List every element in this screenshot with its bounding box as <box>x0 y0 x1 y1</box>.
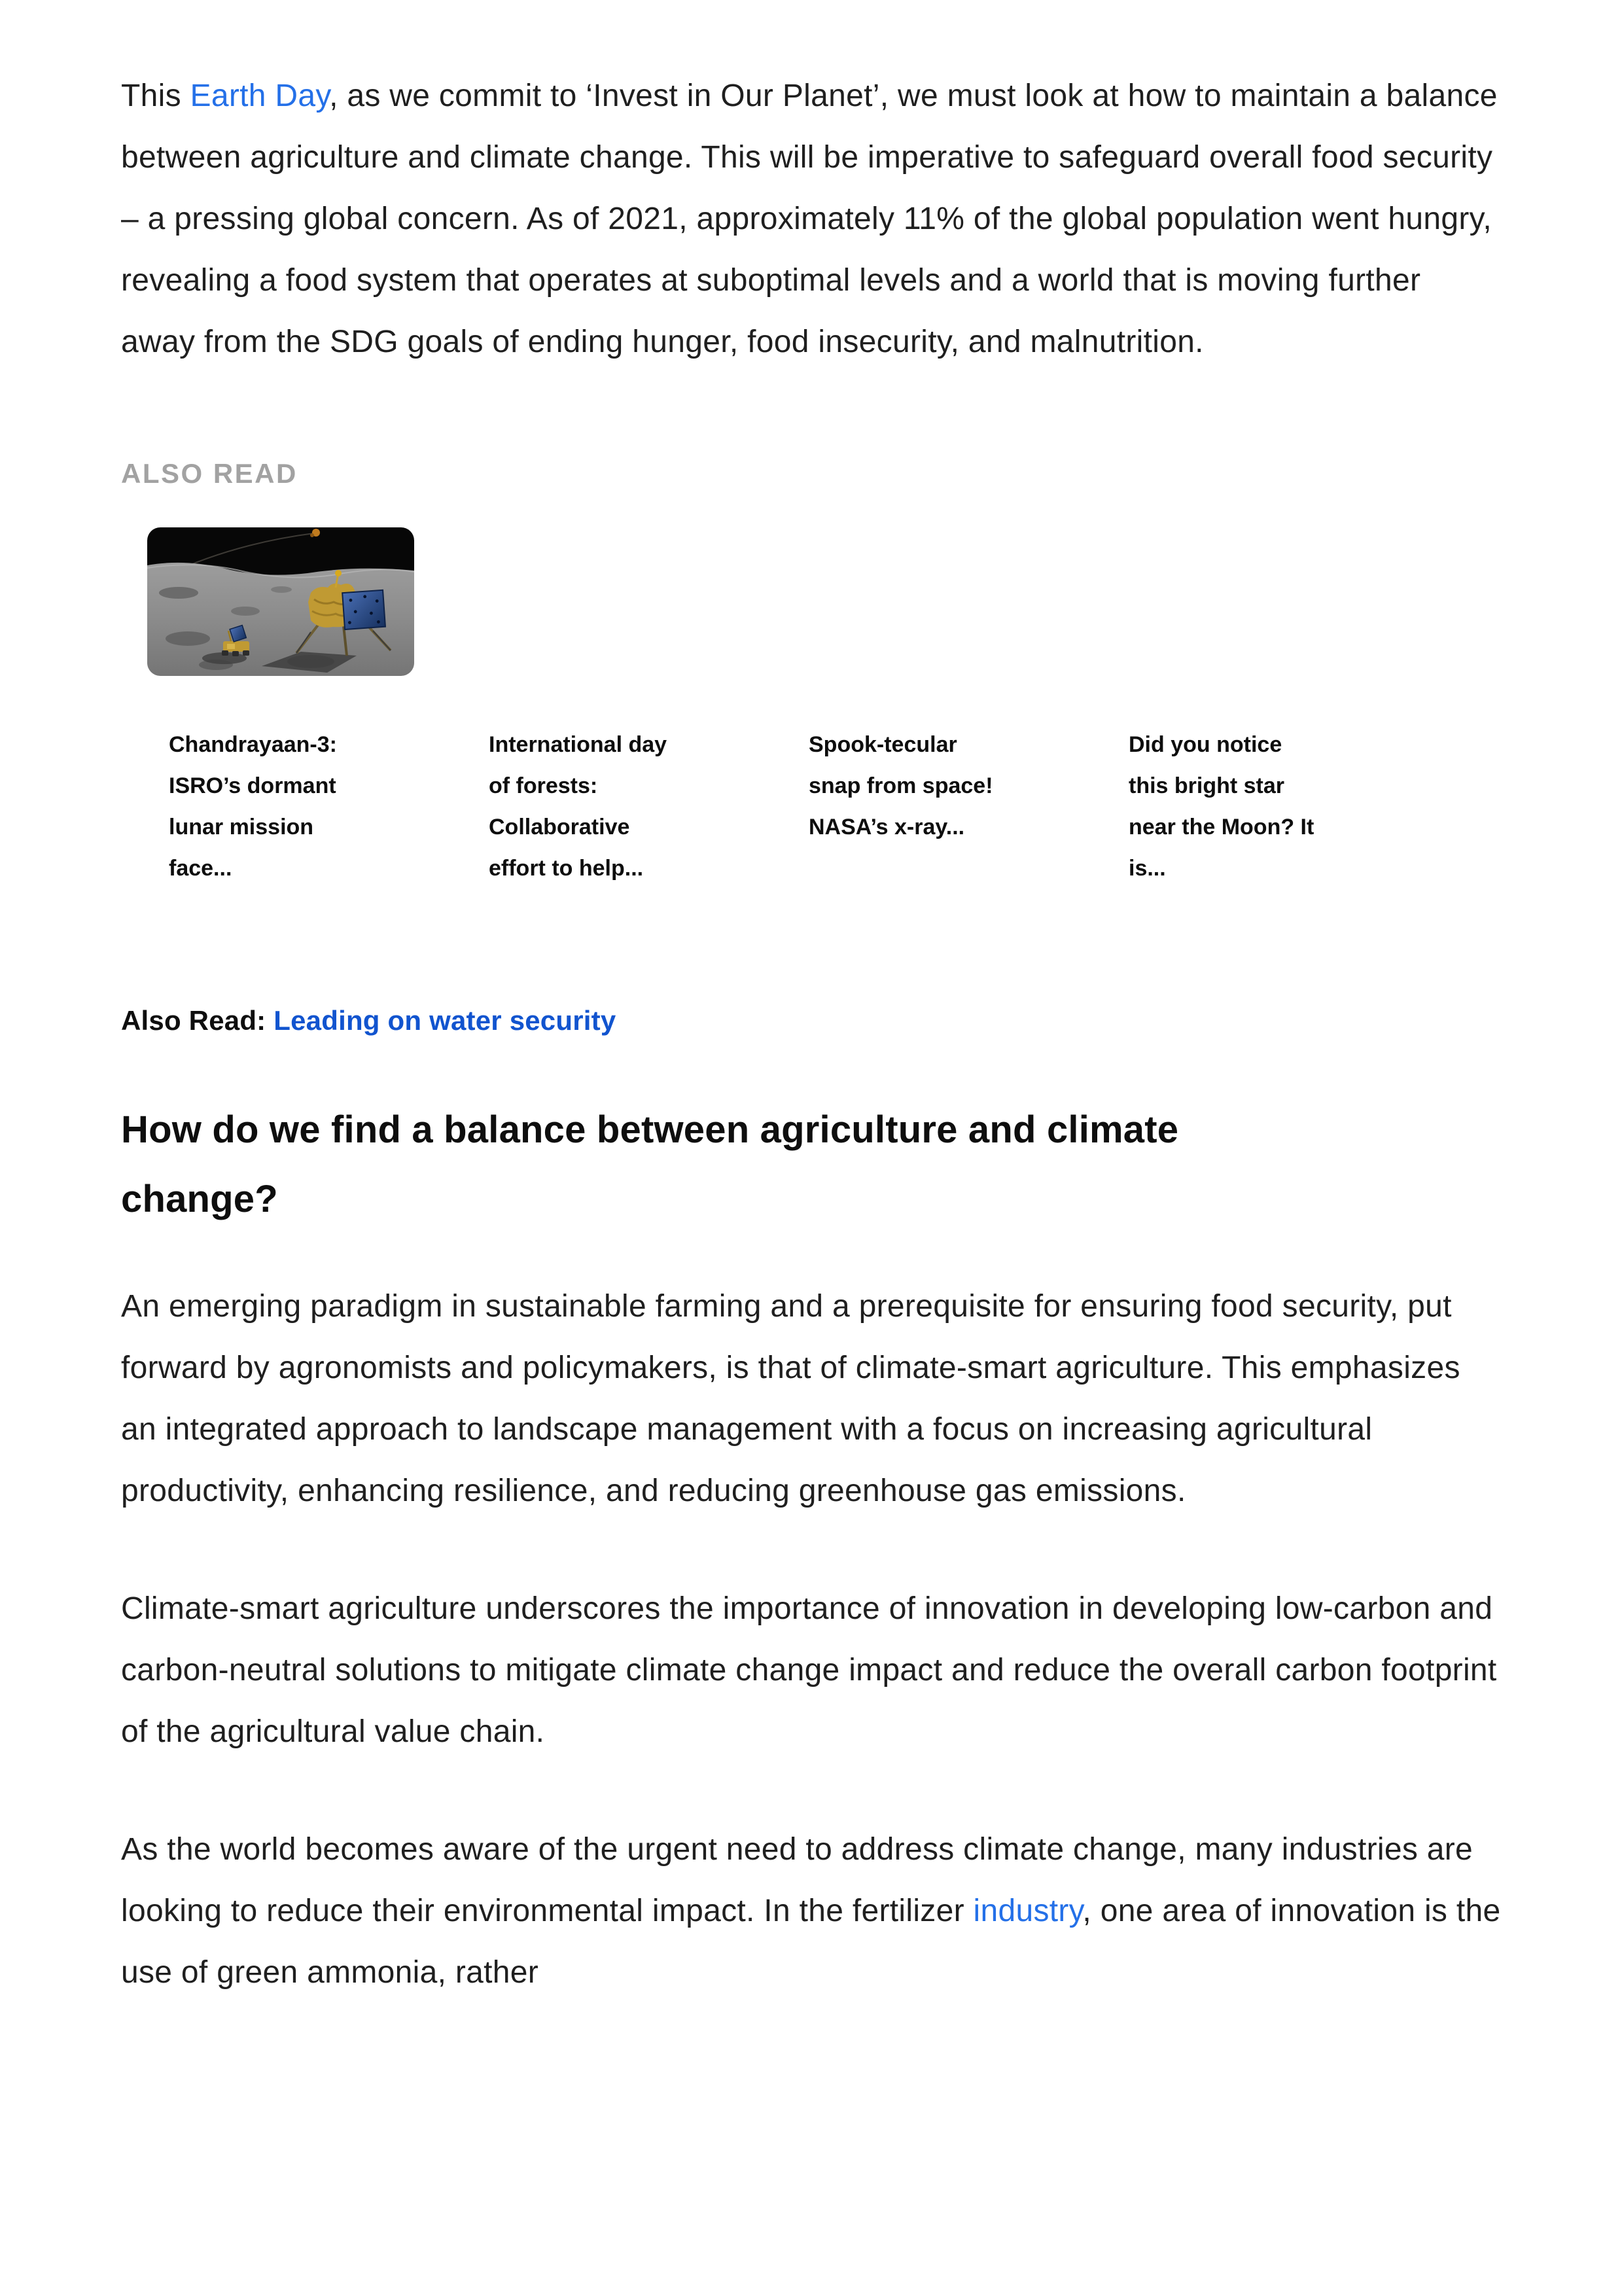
also-read-section-label: ALSO READ <box>121 458 298 489</box>
related-article-title[interactable]: Spook-tecular snap from space! NASA’s x-ray... <box>809 732 993 839</box>
section-heading: How do we find a balance between agriculture and climate change? <box>121 1108 1179 1220</box>
related-article-title[interactable]: Did you notice this bright star near the Moon? It is... <box>1129 732 1314 881</box>
related-article-title[interactable]: Chandrayaan-3: ISRO’s dormant lunar mission face... <box>169 732 337 881</box>
article-thumbnail-moon-lander-image[interactable] <box>147 527 414 676</box>
text-segment: Also Read: <box>121 1005 274 1036</box>
intro-paragraph <box>121 65 1502 373</box>
text-segment: As the world becomes aware of the urgent need to address climate change, many industries are looking to reduce their environmental impact. In the fertilizer <box>121 1832 1473 1928</box>
also-read-inline-link-line <box>121 997 1502 1044</box>
inline-link[interactable]: Leading on water security <box>273 1005 616 1036</box>
text-segment: An emerging paradigm in sustainable farming and a prerequisite for ensuring food security, put forward by agronomists and policymakers, is that of climate-smart agriculture. This emphasizes an integrated approach to landscape management with a focus on increasing agricultural productivity, enhancing resilience, and reducing greenhouse gas emissions. <box>121 1289 1460 1508</box>
also-read-carousel <box>147 527 1502 889</box>
body-paragraph <box>121 1819 1502 2004</box>
text-segment: , one area of innovation is the use of green ammonia, rather <box>121 1894 1501 1990</box>
related-article-card[interactable] <box>787 527 1075 889</box>
body-paragraph <box>121 1578 1502 1763</box>
text-segment: , as we commit to ‘Invest in Our Planet’, we must look at how to maintain a balance between agriculture and climate change. This will be imperative to safeguard overall food security – a pressing global concern. As of 2021, approximately 11% of the global population went hungry, revealing a food system that operates at suboptimal levels and a world that is moving further away from the SDG goals of ending hunger, food insecurity, and malnutrition. <box>121 79 1498 359</box>
text-segment: This <box>121 79 190 113</box>
related-article-card[interactable] <box>467 527 755 889</box>
moon-lander-illustration <box>147 527 414 676</box>
text-segment: Climate-smart agriculture underscores the importance of innovation in developing low-carbon and carbon-neutral solutions to mitigate climate change impact and reduce the overall carbon footprint of the agricultural value chain. <box>121 1591 1497 1749</box>
body-paragraph <box>121 1276 1502 1522</box>
inline-link[interactable]: Earth Day <box>190 79 330 113</box>
related-article-card[interactable] <box>147 527 435 889</box>
related-article-card[interactable] <box>1107 527 1395 889</box>
inline-link[interactable]: industry <box>973 1894 1083 1928</box>
related-article-title[interactable]: International day of forests: Collaborative effort to help... <box>489 732 667 881</box>
